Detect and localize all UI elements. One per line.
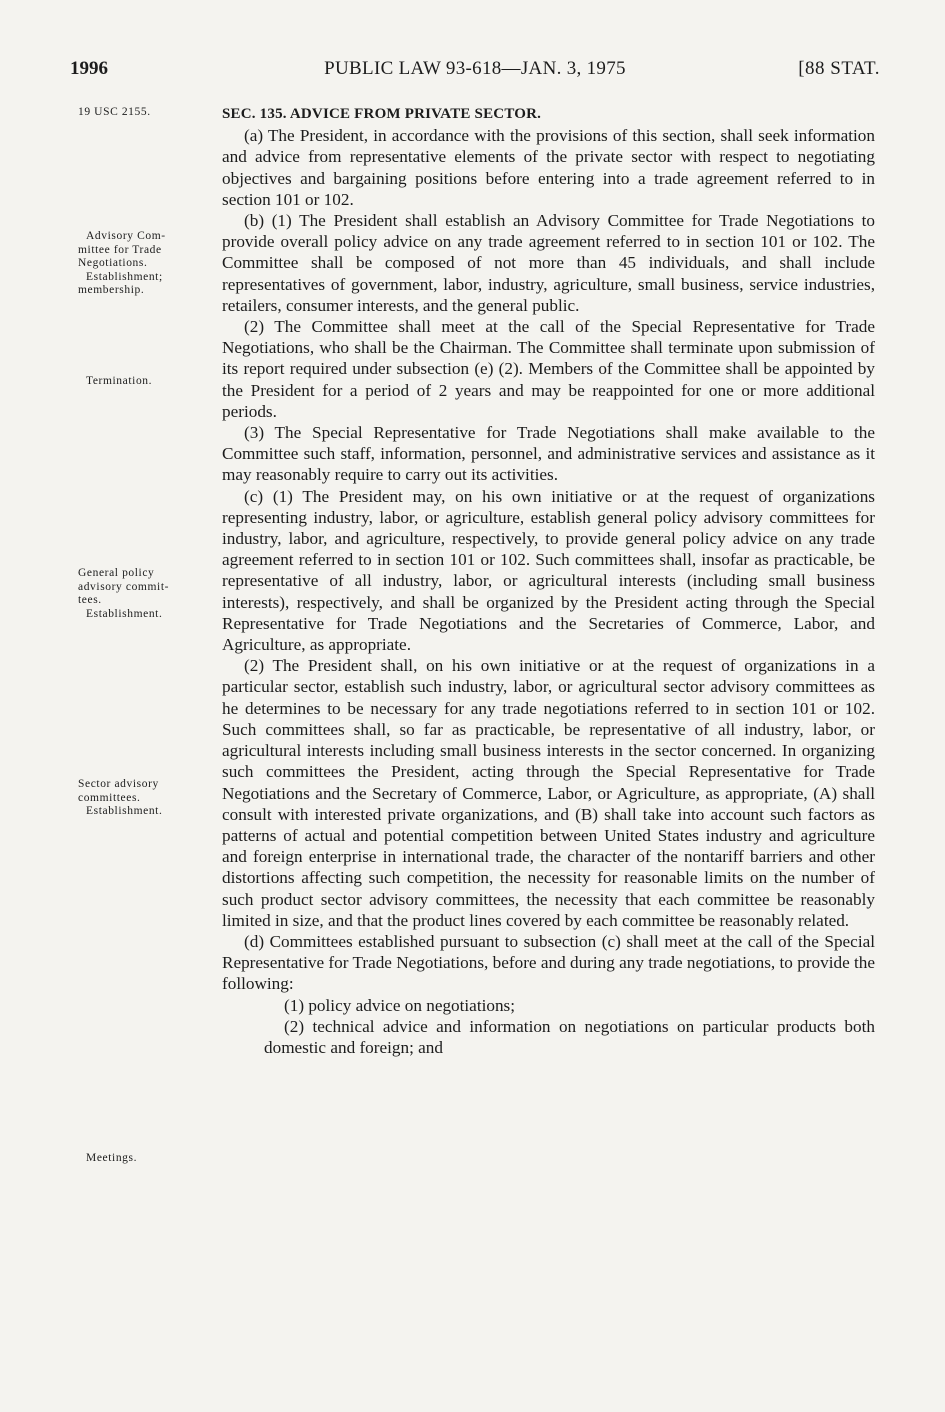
section-body: [222, 104, 875, 1058]
paragraph-a: (a) The President, in accordance with the provisions of this section, shall seek information and advice from representative elements of the private sector with respect to negotiating objectives and bargaining positions before entering into a trade agreement referred to in section 101 or 102.: [222, 126, 875, 209]
paragraph-c2: (2) The President shall, on his own initiative or at the request of organizations in a particular sector, establish such industry, labor, or agricultural sector advisory committees as he determines to be necessary for any trade negotiations referred to in section 101 or 102. Such committees shall, so far as practicable, be representative of all industry, labor, or agricultural interests including small business interests in the sector concerned. In organizing such committees the President, acting through the Special Representative for Trade Negotiations and the Secretary of Commerce, Labor, or Agriculture, as appropriate, (A) shall consult with interested private organizations, and (B) shall take into account such factors as patterns of actual and potential competition between United States industry and agriculture and foreign enterprise in international trade, the character of the nontariff barriers and other distortions affecting such competition, the necessity for reasonable limits on the number of such product sector advisory committees, the necessity that each committee be reasonably limited in size, and that the product lines covered by each committee be reasonably related.: [222, 656, 875, 930]
margin-note-advisory-committee: Advisory Com- mittee for Trade Negotiations. Establishment; membership.: [78, 230, 166, 296]
margin-note-meetings: Meetings.: [86, 1152, 138, 1164]
header-title: PUBLIC LAW 93-618—JAN. 3, 1975: [324, 58, 626, 79]
paragraph-d2: (2) technical advice and information on negotiations on particular products both domestic and foreign; and: [264, 1016, 875, 1057]
running-header: [70, 58, 880, 86]
paragraph-c1: (c) (1) The President may, on his own initiative or at the request of organizations representing industry, labor, or agriculture, establish general policy advisory committees for industry, labor, and agriculture, respectively, to provide general policy advice on any trade agreement referred to in section 101 or 102. Such committees shall, insofar as practicable, be representative of all industry, labor, or agricultural interests (including small business interests), respectively, and shall be organized by the President acting through the Special Representative for Trade Negotiations and the Secretaries of Commerce, Labor, and Agriculture, as appropriate.: [222, 486, 875, 655]
paragraph-b1: (b) (1) The President shall establish an Advisory Committee for Trade Negotiations to provide overall policy advice on any trade agreement referred to in section 101 or 102. The Committee shall be composed of not more than 45 individuals, and shall include representatives of government, labor, industry, agriculture, small business, service industries, retailers, consumer interests, and the general public.: [222, 211, 875, 315]
paragraph-b3: (3) The Special Representative for Trade Negotiations shall make available to the Committee such staff, information, personnel, and administrative services and assistance as it may reasonably require to carry out its activities.: [222, 423, 875, 485]
margin-note-termination: Termination.: [86, 375, 153, 387]
paragraph-b2: (2) The Committee shall meet at the call of the Special Representative for Trade Negotiations, who shall be the Chairman. The Committee shall terminate upon submission of its report required under subsection (e) (2). Members of the Committee shall be appointed by the President for a period of 2 years and may be reappointed for one or more additional periods.: [222, 317, 875, 421]
paragraph-d: (d) Committees established pursuant to subsection (c) shall meet at the call of the Special Representative for Trade Negotiations, before and during any trade negotiations, to provide the following:: [222, 931, 875, 994]
section-heading: SEC. 135. ADVICE FROM PRIVATE SECTOR.: [222, 106, 542, 122]
page-number: 1996: [70, 58, 108, 79]
margin-note-sector-advisory: Sector advisory committees. Establishment.: [78, 778, 163, 817]
paragraph-d1: (1) policy advice on negotiations;: [284, 995, 516, 1015]
statute-reference: [88 STAT.: [798, 58, 880, 79]
margin-note-usc: 19 USC 2155.: [78, 106, 151, 118]
margin-note-general-policy: General policy advisory commit- tees. Establishment.: [78, 567, 170, 620]
